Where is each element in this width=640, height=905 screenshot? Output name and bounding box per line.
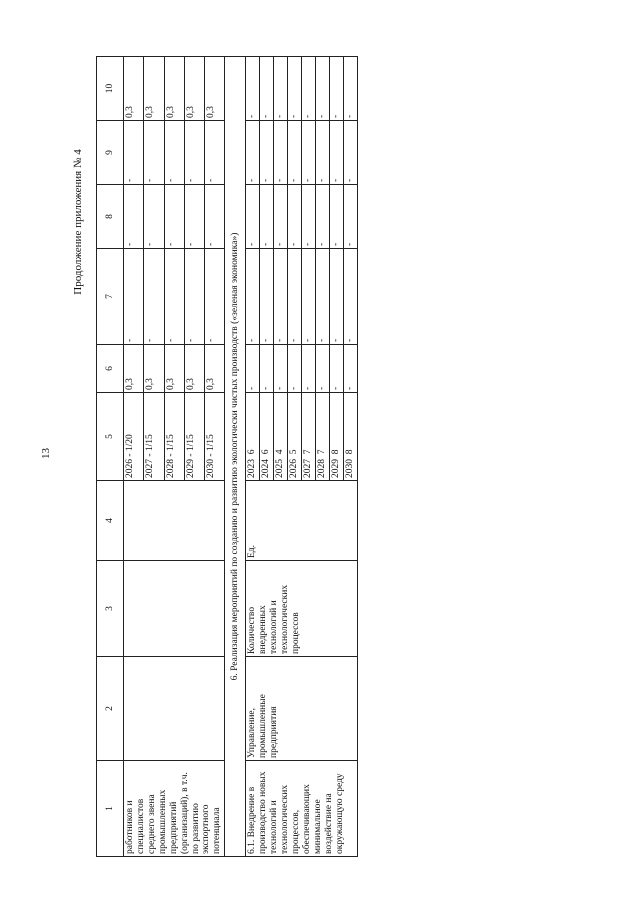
header-col-8: 8 bbox=[97, 185, 124, 249]
block2-c6: - bbox=[329, 345, 343, 393]
block2-year-value: 2026 5 bbox=[288, 393, 302, 481]
block2-c8: - bbox=[288, 185, 302, 249]
block2-year-value: 2024 6 bbox=[260, 393, 274, 481]
section-6-row bbox=[225, 57, 246, 857]
block2-c6: - bbox=[301, 345, 315, 393]
appendix-note-container bbox=[72, 149, 92, 295]
block2-description: 6.1. Внедрение в производство новых технологий и технологических процессов, обеспечивающих минимальное воздействие на окружающую среду bbox=[246, 761, 357, 857]
block1-col3 bbox=[124, 561, 225, 657]
block2-c10: - bbox=[246, 57, 260, 121]
block2-c10: - bbox=[288, 57, 302, 121]
block2-year-value: 2023 6 bbox=[246, 393, 260, 481]
block1-c8: - bbox=[164, 185, 184, 249]
block2-year-value: 2025 4 bbox=[274, 393, 288, 481]
block1-c10: 0,3 bbox=[205, 57, 225, 121]
appendix-note: Продолжение приложения № 4 bbox=[72, 149, 84, 295]
section-6-title: 6. Реализация мероприятий по созданию и развитию экологически чистых производств («зеленая экономика») bbox=[225, 57, 246, 857]
block2-year-value: 2027 7 bbox=[301, 393, 315, 481]
block2-year-value: 2028 7 bbox=[315, 393, 329, 481]
block1-c10: 0,3 bbox=[144, 57, 164, 121]
block1-c6: 0,3 bbox=[124, 345, 144, 393]
block1-c8: - bbox=[205, 185, 225, 249]
block1-col2 bbox=[124, 657, 225, 761]
header-col-9: 9 bbox=[97, 121, 124, 185]
block1-c10: 0,3 bbox=[164, 57, 184, 121]
block2-c7: - bbox=[343, 249, 357, 345]
block1-c6: 0,3 bbox=[205, 345, 225, 393]
block2-c10: - bbox=[329, 57, 343, 121]
block1-c7: - bbox=[164, 249, 184, 345]
block2-c10: - bbox=[274, 57, 288, 121]
block1-description: работников и специалистов среднего звена промышленных предприятий (организаций), в т.ч. по развитию экспортного потенциала bbox=[124, 761, 225, 857]
block2-c6: - bbox=[246, 345, 260, 393]
block2-c9: - bbox=[301, 121, 315, 185]
block1-c5: 2030 - 1/15 bbox=[205, 393, 225, 481]
block2-c6: - bbox=[288, 345, 302, 393]
block1-c7: - bbox=[144, 249, 164, 345]
block1-c9: - bbox=[124, 121, 144, 185]
block1-c6: 0,3 bbox=[144, 345, 164, 393]
block2-c6: - bbox=[315, 345, 329, 393]
block2-unit: Ед. bbox=[246, 481, 357, 561]
block2-c8: - bbox=[315, 185, 329, 249]
block1-c10: 0,3 bbox=[184, 57, 204, 121]
header-col-3: 3 bbox=[97, 561, 124, 657]
block1-c10: 0,3 bbox=[124, 57, 144, 121]
block2-c7: - bbox=[274, 249, 288, 345]
block1-c9: - bbox=[144, 121, 164, 185]
block1-c8: - bbox=[124, 185, 144, 249]
header-col-6: 6 bbox=[97, 345, 124, 393]
block2-c8: - bbox=[329, 185, 343, 249]
block2-c10: - bbox=[301, 57, 315, 121]
block2-c9: - bbox=[246, 121, 260, 185]
block1-c6: 0,3 bbox=[184, 345, 204, 393]
block2-c9: - bbox=[274, 121, 288, 185]
header-row bbox=[97, 57, 124, 857]
block2-indicator: Количество внедренных технологий и технологических процессов bbox=[246, 561, 357, 657]
block2-c6: - bbox=[260, 345, 274, 393]
block1-c8: - bbox=[144, 185, 164, 249]
block2-c6: - bbox=[274, 345, 288, 393]
block1-c7: - bbox=[124, 249, 144, 345]
appendix-table bbox=[96, 56, 358, 857]
block2-c10: - bbox=[260, 57, 274, 121]
block2-c9: - bbox=[329, 121, 343, 185]
block2-c8: - bbox=[343, 185, 357, 249]
block1-row-0 bbox=[124, 57, 144, 857]
block2-responsible: Управление, промышленные предприятия bbox=[246, 657, 357, 761]
header-col-10: 10 bbox=[97, 57, 124, 121]
block2-c7: - bbox=[260, 249, 274, 345]
block2-c7: - bbox=[246, 249, 260, 345]
rotated-table-container bbox=[96, 57, 590, 857]
header-col-5: 5 bbox=[97, 393, 124, 481]
block1-c5: 2026 - 1/20 bbox=[124, 393, 144, 481]
header-col-1: 1 bbox=[97, 761, 124, 857]
block2-c8: - bbox=[301, 185, 315, 249]
block1-c9: - bbox=[205, 121, 225, 185]
block2-c7: - bbox=[315, 249, 329, 345]
block2-c10: - bbox=[315, 57, 329, 121]
block1-c9: - bbox=[164, 121, 184, 185]
block2-c9: - bbox=[260, 121, 274, 185]
header-col-4: 4 bbox=[97, 481, 124, 561]
page-number: 13 bbox=[40, 448, 52, 459]
block2-c9: - bbox=[343, 121, 357, 185]
block2-c9: - bbox=[315, 121, 329, 185]
block1-c5: 2028 - 1/15 bbox=[164, 393, 184, 481]
block2-c9: - bbox=[288, 121, 302, 185]
block1-c9: - bbox=[184, 121, 204, 185]
header-col-7: 7 bbox=[97, 249, 124, 345]
block2-c7: - bbox=[329, 249, 343, 345]
block2-c10: - bbox=[343, 57, 357, 121]
block1-col4 bbox=[124, 481, 225, 561]
block2-c7: - bbox=[301, 249, 315, 345]
block2-c8: - bbox=[260, 185, 274, 249]
block1-c8: - bbox=[184, 185, 204, 249]
block1-c5: 2027 - 1/15 bbox=[144, 393, 164, 481]
block2-year-value: 2030 8 bbox=[343, 393, 357, 481]
block1-c6: 0,3 bbox=[164, 345, 184, 393]
block1-c7: - bbox=[184, 249, 204, 345]
block2-c7: - bbox=[288, 249, 302, 345]
block2-c8: - bbox=[246, 185, 260, 249]
block2-c8: - bbox=[274, 185, 288, 249]
block1-c5: 2029 - 1/15 bbox=[184, 393, 204, 481]
block2-year-value: 2029 8 bbox=[329, 393, 343, 481]
block2-c6: - bbox=[343, 345, 357, 393]
header-col-2: 2 bbox=[97, 657, 124, 761]
block2-row-0 bbox=[246, 57, 260, 857]
block1-c7: - bbox=[205, 249, 225, 345]
